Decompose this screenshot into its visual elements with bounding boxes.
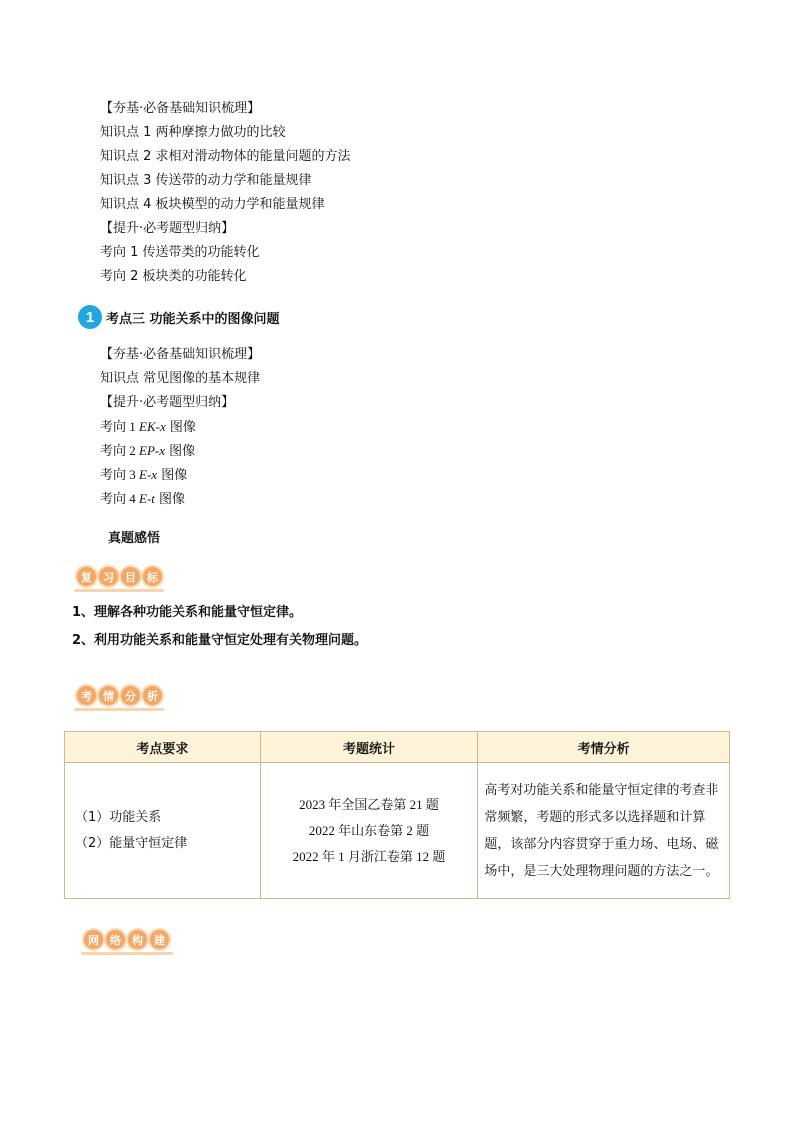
- header-analysis: 考情分析: [478, 732, 730, 763]
- header-requirements: 考点要求: [65, 732, 261, 763]
- direction-2: 考向 2 板块类的功能转化: [100, 269, 247, 284]
- analysis-cell: 高考对功能关系和能量守恒定律的考查非常频繁，考题的形式多以选择题和计算题，该部分内容贯穿于重力场、电场、磁场中，是三大处理物理问题的方法之一。: [478, 763, 730, 899]
- graph-direction-2: 考向 2 EP-x 图像: [100, 443, 196, 459]
- graph-direction-4: 考向 4 E-t 图像: [100, 491, 186, 507]
- knowledge-point-4: 知识点 4 板块模型的动力学和能量规律: [100, 197, 325, 212]
- graph-direction-3: 考向 3 E-x 图像: [100, 467, 188, 483]
- statistics-cell: 2023 年全国乙卷第 21 题 2022 年山东卷第 2 题 2022 年 1 月浙江卷第 12 题: [260, 763, 478, 899]
- badge-underline: [74, 589, 164, 592]
- block1-header1: 【夯基·必备基础知识梳理】: [100, 101, 261, 116]
- requirements-cell: （1）功能关系 （2）能量守恒定律: [65, 763, 261, 899]
- badge-underline: [74, 708, 164, 711]
- table-row: [65, 763, 730, 899]
- number-circle-icon: 1: [78, 305, 102, 329]
- section3-header1: 【夯基·必备基础知识梳理】: [100, 347, 261, 362]
- section-title: [78, 305, 280, 329]
- header-statistics: 考题统计: [260, 732, 478, 763]
- network-build-badge: 网 络 构 建: [84, 930, 172, 949]
- review-goals-badge: 复 习 目 标: [77, 567, 165, 586]
- goal-1: 1、理解各种功能关系和能量守恒定律。: [72, 605, 303, 620]
- badge-underline: [81, 952, 173, 955]
- graph-direction-1: 考向 1 EK-x 图像: [100, 419, 196, 435]
- exam-analysis-table: [64, 731, 730, 899]
- section3-header2: 【提升·必考题型归纳】: [100, 395, 235, 410]
- exam-analysis-badge: 考 情 分 析: [77, 686, 165, 705]
- knowledge-point-3: 知识点 3 传送带的动力学和能量规律: [100, 173, 312, 188]
- section-title-text: 考点三 功能关系中的图像问题: [106, 311, 280, 327]
- knowledge-point-1: 知识点 1 两种摩擦力做功的比较: [100, 125, 286, 140]
- table-header-row: [65, 732, 730, 763]
- goal-2: 2、利用功能关系和能量守恒定处理有关物理问题。: [72, 633, 368, 648]
- real-exam-label: 真题感悟: [108, 531, 161, 546]
- direction-1: 考向 1 传送带类的功能转化: [100, 245, 260, 260]
- section3-knowledge-point: 知识点 常见图像的基本规律: [100, 371, 261, 386]
- block1-header2: 【提升·必考题型归纳】: [100, 221, 235, 236]
- knowledge-point-2: 知识点 2 求相对滑动物体的能量问题的方法: [100, 149, 351, 164]
